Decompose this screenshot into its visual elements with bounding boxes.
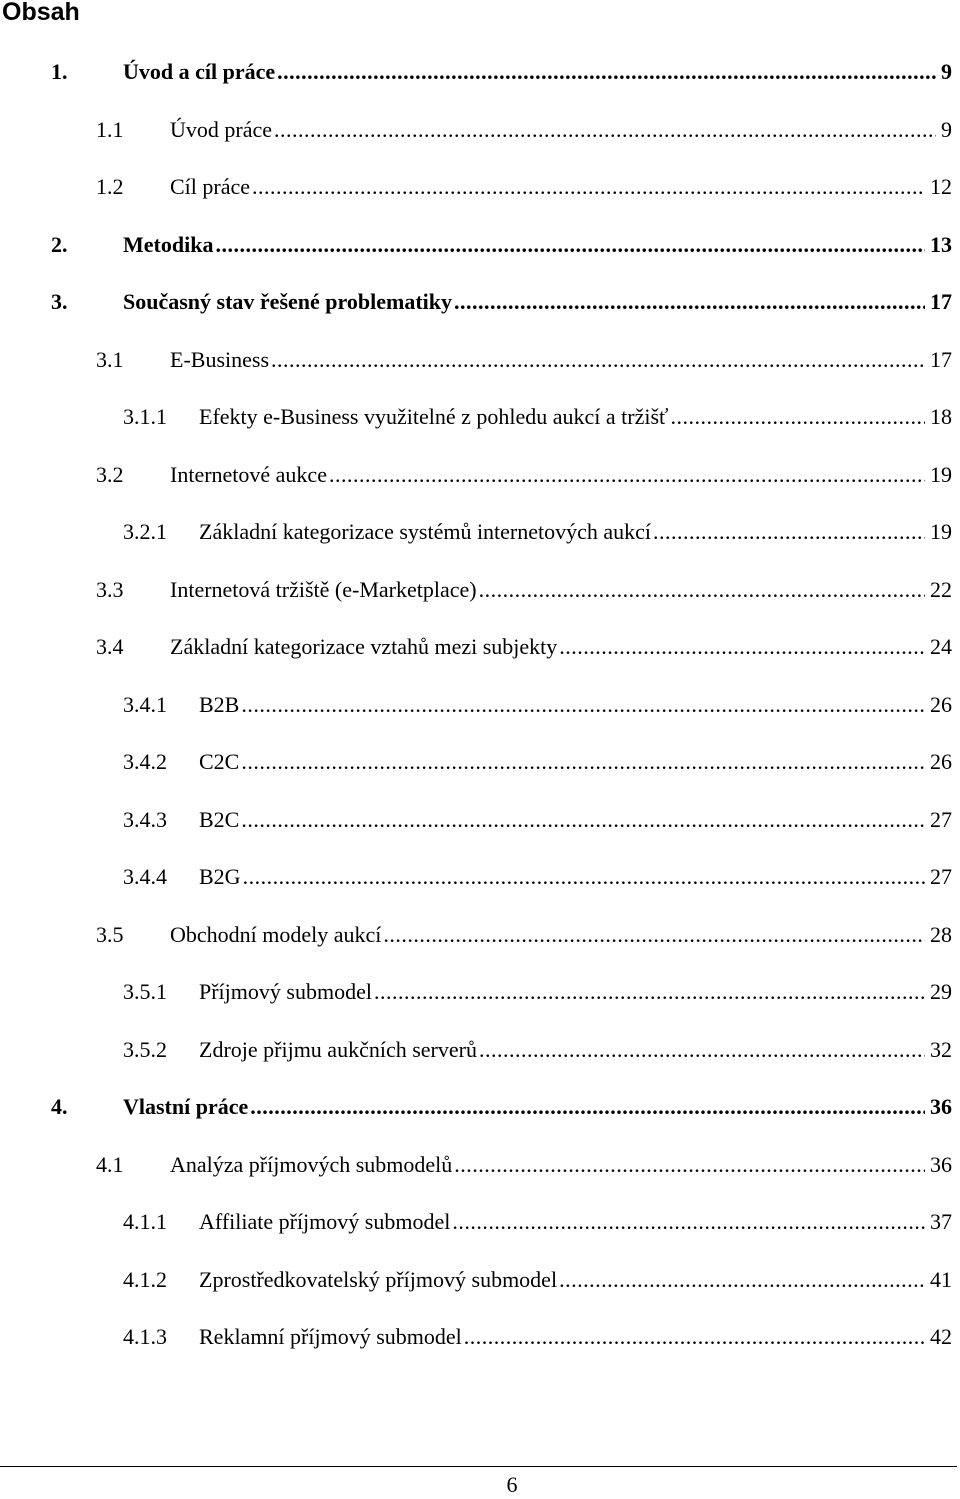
toc-entry[interactable] <box>0 331 960 389</box>
toc-entry-number: 1.1 <box>96 116 124 142</box>
toc-entry-title: Internetové aukce <box>170 461 327 487</box>
toc-entry-title: Současný stav řešené problematiky <box>123 289 452 314</box>
toc-entry-title: Úvod a cíl práce <box>123 59 276 84</box>
toc-entry-title: Zprostředkovatelský příjmový submodel <box>199 1266 558 1292</box>
toc-entry-number: 3.2 <box>96 461 124 487</box>
toc-entry-page: 36 <box>930 1094 952 1119</box>
toc-entry[interactable] <box>0 848 960 906</box>
toc-entry-body <box>199 1251 952 1309</box>
toc-entry[interactable] <box>0 676 960 734</box>
toc-entry-title: Obchodní modely aukcí <box>170 921 382 947</box>
toc-entry-body <box>199 503 952 561</box>
toc-entry-body <box>199 848 952 906</box>
toc-entry-title: B2G <box>199 864 241 889</box>
toc-entry-body <box>170 906 952 964</box>
toc-entry-body <box>170 618 952 676</box>
toc-entry-body <box>199 676 952 734</box>
toc-dot-leader <box>271 331 925 389</box>
toc-entry-number: 4.1.3 <box>123 1324 167 1349</box>
toc-entry-body <box>199 733 952 791</box>
toc-entry[interactable] <box>0 1078 960 1136</box>
toc-entry-body <box>199 388 952 446</box>
toc-entry-number: 1. <box>51 59 68 84</box>
toc-entry-title: C2C <box>199 749 240 774</box>
toc-entry-title: Efekty e-Business využitelné z pohledu aukcí a tržišť <box>199 404 669 429</box>
toc-entry-page: 9 <box>941 59 952 84</box>
toc-entry[interactable] <box>0 733 960 791</box>
toc-entry[interactable] <box>0 963 960 1021</box>
toc-dot-leader <box>559 618 925 676</box>
page-title: Obsah <box>2 0 80 26</box>
toc-entry[interactable] <box>0 906 960 964</box>
toc-entry[interactable] <box>0 1136 960 1194</box>
toc-dot-leader <box>559 1251 925 1309</box>
footer-page-number: 6 <box>506 1472 518 1497</box>
toc-entry-page: 28 <box>930 921 952 947</box>
toc-entry-page: 9 <box>941 116 952 142</box>
toc-entry-number: 3.1.1 <box>123 404 167 429</box>
toc-entry-body <box>123 273 952 331</box>
toc-entry[interactable] <box>0 388 960 446</box>
toc-entry-title: Affiliate příjmový submodel <box>199 1209 451 1234</box>
toc-entry-title: Základní kategorizace vztahů mezi subjekty <box>170 634 558 659</box>
toc-entry-number: 2. <box>51 231 68 257</box>
toc-entry-title: E-Business <box>170 346 269 372</box>
toc-dot-leader <box>452 1193 925 1251</box>
toc-dot-leader <box>464 1308 925 1366</box>
toc-entry-number: 3. <box>51 289 68 314</box>
toc-entry-page: 26 <box>930 691 952 717</box>
toc-entry-page: 26 <box>930 749 952 774</box>
toc-dot-leader <box>241 733 925 791</box>
toc-entry-page: 13 <box>930 231 952 257</box>
toc-entry[interactable] <box>0 1308 960 1366</box>
toc-entry-number: 3.5.2 <box>123 1036 167 1062</box>
toc-entry[interactable] <box>0 273 960 331</box>
toc-entry[interactable] <box>0 101 960 159</box>
toc-entry[interactable] <box>0 158 960 216</box>
toc-entry-title: Vlastní práce <box>123 1094 249 1119</box>
toc-entry-body <box>170 101 952 159</box>
toc-entry-number: 3.4.1 <box>123 691 167 717</box>
toc-entry-number: 4.1.2 <box>123 1266 167 1292</box>
toc-dot-leader <box>479 1021 925 1079</box>
toc-entry[interactable] <box>0 1021 960 1079</box>
toc-entry-number: 3.4.4 <box>123 864 167 889</box>
toc-entry-number: 3.4.2 <box>123 749 167 774</box>
toc-entry-number: 3.1 <box>96 346 124 372</box>
toc-entry-page: 18 <box>930 404 952 429</box>
toc-entry-body <box>199 963 952 1021</box>
toc-entry[interactable] <box>0 618 960 676</box>
toc-entry-title: B2C <box>199 806 240 832</box>
toc-entry-page: 29 <box>930 979 952 1004</box>
toc-entry-body <box>123 1078 952 1136</box>
toc-dot-leader <box>383 906 925 964</box>
toc-entry-title: Příjmový submodel <box>199 979 372 1004</box>
toc-dot-leader <box>670 388 925 446</box>
toc-entry[interactable] <box>0 1251 960 1309</box>
toc-entry-number: 3.2.1 <box>123 519 167 544</box>
toc-entry-page: 17 <box>930 346 952 372</box>
toc-entry-body <box>170 331 952 389</box>
footer-divider <box>0 1466 957 1467</box>
toc-dot-leader <box>277 43 936 101</box>
toc-entry-title: Úvod práce <box>170 116 273 142</box>
toc-entry-number: 3.5.1 <box>123 979 167 1004</box>
toc-entry-number: 3.5 <box>96 921 124 947</box>
toc-entry-title: Internetová tržiště (e-Marketplace) <box>170 576 477 602</box>
toc-entry-title: Zdroje přijmu aukčních serverů <box>199 1036 477 1062</box>
toc-dot-leader <box>454 273 925 331</box>
toc-dot-leader <box>243 848 925 906</box>
toc-dot-leader <box>241 676 925 734</box>
toc-entry-body <box>170 561 952 619</box>
toc-dot-leader <box>274 101 936 159</box>
toc-entry-title: Základní kategorizace systémů internetových aukcí <box>199 519 652 544</box>
toc-entry[interactable] <box>0 791 960 849</box>
toc-entry-page: 22 <box>930 576 952 602</box>
toc-dot-leader <box>252 158 925 216</box>
toc-dot-leader <box>479 561 925 619</box>
toc-entry-page: 17 <box>930 289 952 314</box>
toc-entry[interactable] <box>0 43 960 101</box>
toc-entry-body <box>199 1308 952 1366</box>
toc-entry-number: 3.4.3 <box>123 806 167 832</box>
toc-entry[interactable] <box>0 561 960 619</box>
toc-entry-number: 4.1 <box>96 1151 124 1177</box>
toc-entry-body <box>123 43 952 101</box>
toc-entry-page: 42 <box>930 1324 952 1349</box>
toc-entry-page: 37 <box>930 1209 952 1234</box>
toc-entry[interactable] <box>0 216 960 274</box>
toc-entry-title: Metodika <box>123 231 214 257</box>
toc-dot-leader <box>329 446 925 504</box>
toc-entry-page: 36 <box>930 1151 952 1177</box>
toc-entry-number: 3.4 <box>96 634 124 659</box>
toc-entry-number: 1.2 <box>96 174 124 199</box>
toc-entry-number: 3.3 <box>96 576 124 602</box>
toc-entry-page: 19 <box>930 461 952 487</box>
toc-entry-body <box>199 791 952 849</box>
toc-entry-page: 12 <box>930 174 952 199</box>
toc-dot-leader <box>250 1078 925 1136</box>
toc-entry-page: 41 <box>930 1266 952 1292</box>
toc-dot-leader <box>454 1136 925 1194</box>
toc-entry-title: Reklamní příjmový submodel <box>199 1324 462 1349</box>
toc-entry-page: 27 <box>930 864 952 889</box>
toc-dot-leader <box>374 963 925 1021</box>
toc-entry-body <box>170 446 952 504</box>
toc-entry[interactable] <box>0 503 960 561</box>
toc-entry[interactable] <box>0 446 960 504</box>
toc-entry-body <box>170 158 952 216</box>
table-of-contents <box>0 43 960 1366</box>
toc-entry-title: Cíl práce <box>170 174 251 199</box>
toc-entry-page: 27 <box>930 806 952 832</box>
toc-entry-page: 19 <box>930 519 952 544</box>
toc-entry-body <box>170 1136 952 1194</box>
toc-entry-body <box>199 1021 952 1079</box>
toc-entry-page: 24 <box>930 634 952 659</box>
toc-entry-title: Analýza příjmových submodelů <box>170 1151 453 1177</box>
toc-entry[interactable] <box>0 1193 960 1251</box>
toc-entry-number: 4. <box>51 1094 68 1119</box>
toc-entry-body <box>199 1193 952 1251</box>
toc-entry-body <box>123 216 952 274</box>
toc-entry-page: 32 <box>930 1036 952 1062</box>
toc-entry-title: B2B <box>199 691 240 717</box>
toc-dot-leader <box>215 216 925 274</box>
toc-entry-number: 4.1.1 <box>123 1209 167 1234</box>
toc-dot-leader <box>653 503 925 561</box>
toc-dot-leader <box>241 791 925 849</box>
